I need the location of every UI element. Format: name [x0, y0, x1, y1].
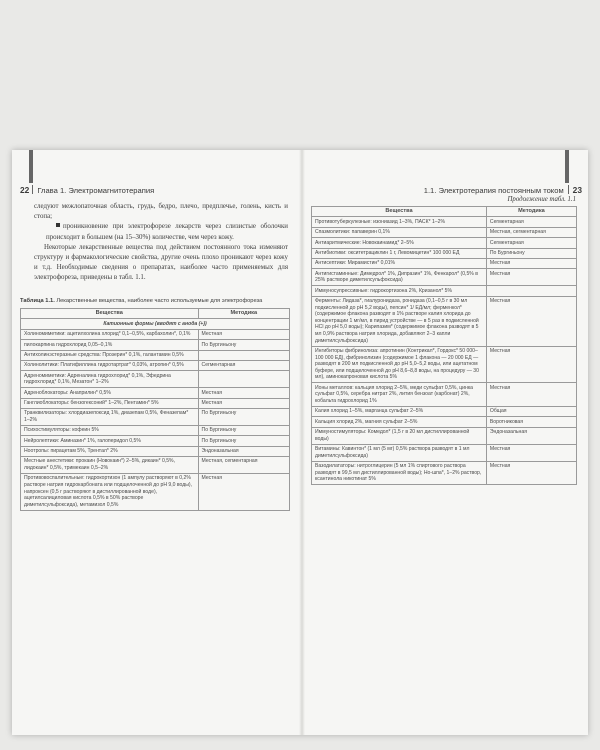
table-row [21, 457, 290, 474]
table-caption-text: Лекарственные вещества, наиболее часто используемые для электрофореза [56, 298, 263, 304]
substance-cell: Витамины: Кавинтон* (1 мл (5 мг) 0,5% раствора разводят в 1 мл диметилсульфоксида) [312, 444, 487, 461]
substance-cell: Психостимуляторы: кофеин 5% [21, 425, 199, 435]
column-header-method: Методика [486, 207, 576, 217]
table-continuation-label: Продолжение табл. 1.1 [507, 196, 576, 203]
substance-cell: Вазодилататоры: нитроглицерин (5 мл 1% спиртового раствора разводят в 99,5 мл дистиллированной воды); Но-шпа*, 1–2% раствор, ксантинола никотинат 5% [312, 461, 487, 485]
bullet-item [34, 222, 288, 242]
table-row [312, 444, 577, 461]
substance-cell: Холинолитики: Платифиллина гидротартрат* 0,03%, атропин* 0,5% [21, 360, 199, 370]
table-row [21, 360, 290, 370]
method-cell: Местная [198, 388, 289, 398]
method-cell: Местная [198, 474, 289, 511]
table-row [312, 417, 577, 427]
method-cell: Местная [486, 461, 576, 485]
table-row [312, 217, 577, 227]
right-head-divider [568, 185, 569, 194]
table-row [21, 371, 290, 388]
substance-cell: Антиаритмические: Новокаинамид* 2–5% [312, 238, 487, 248]
right-page-edge-marker [565, 150, 569, 183]
method-cell: По Бургиньону [198, 340, 289, 350]
method-cell: Местная [486, 383, 576, 407]
left-page-edge-marker [29, 150, 33, 183]
substance-cell: Антигистаминные: Димедрол* 1%, Дипразин* 1%, Фенкарол* (0,5% в 25% растворе диметилсульфоксида) [312, 269, 487, 286]
table-header-row [312, 207, 577, 217]
right-section-title: 1.1. Электротерапия постоянным током [423, 186, 564, 195]
method-cell: Сегментарная [486, 238, 576, 248]
table-row [312, 286, 577, 296]
table-row [312, 269, 577, 286]
column-header-substance: Вещества [21, 309, 199, 319]
method-cell: Местная [198, 398, 289, 408]
left-chapter-title: Глава 1. Электромагнитотерапия [37, 186, 155, 195]
bullet-text: проникновение при электрофорезе лекарств через слизистые оболочки происходит в большем (на 15–30%) количестве, чем через кожу. [46, 223, 288, 241]
table-row [312, 383, 577, 407]
table-row [21, 350, 290, 360]
substance-cell: Противовоспалительные: гидрокортизон (1 ампулу растворяют в 0,2% растворе натрия гидрокарбоната или подщелоченной до pH 9,0 воды), напроксен (0,5 г растворяют в дистиллированной воде), ацетилсалициловая кислота 0,5% в 50% растворе диметилсульфоксида), метамизол 0,5% [21, 474, 199, 511]
table-row [21, 398, 290, 408]
method-cell: Эндоназальная [198, 446, 289, 456]
substance-cell: пилокарпина гидрохлорид 0,05–0,1% [21, 340, 199, 350]
method-cell [198, 350, 289, 360]
method-cell: Эндоназальная [486, 427, 576, 444]
method-cell: Местная [486, 296, 576, 346]
method-cell: По Бургиньону [486, 248, 576, 258]
table-row [21, 408, 290, 425]
substance-cell: Транквилизаторы: хлордиазепоксид 1%, диазепам 0,5%, Феназепам* 1–2% [21, 408, 199, 425]
table-header-row [21, 309, 290, 319]
right-page [305, 150, 588, 735]
bullet-icon [56, 223, 60, 227]
substance-cell: Кальция хлорид 2%, магния сульфат 2–5% [312, 417, 487, 427]
left-body-text [34, 202, 288, 284]
table-row [312, 238, 577, 248]
method-cell: По Бургиньону [198, 408, 289, 425]
method-cell: Местная [486, 258, 576, 268]
substance-cell: Ионы металлов: кальция хлорид 2–5%, меди сульфат 0,5%, цинка сульфат 0,5%, серебра нитрат 2%, лития бензоат (карбонат) 2%, кобальта гидрохлорид 1% [312, 383, 487, 407]
substance-cell: Местные анестетики: прокаин (Новокаин*) 2–5%, дикаин* 0,5%, лидокаин* 0,5%, тримекаин 0,5–2% [21, 457, 199, 474]
method-cell: Воротниковая [486, 417, 576, 427]
left-page [12, 150, 299, 735]
substance-cell: Антисептики: Мирамистин* 0,01% [312, 258, 487, 268]
substance-cell: Адреноблокаторы: Анаприлин* 0,5% [21, 388, 199, 398]
table-row [312, 227, 577, 237]
substance-cell: Адреномиметики: Адреналина гидрохлорид* 0,1%, Эфедрина гидрохлорид* 0,1%, Мезатон* 1–2% [21, 371, 199, 388]
table-row [21, 329, 290, 339]
left-running-head [20, 185, 154, 197]
table-row [21, 474, 290, 511]
table-caption [20, 298, 292, 304]
substance-cell: Противотуберкулезные: изониазид 1–3%, ПАСК* 1–2% [312, 217, 487, 227]
substance-cell: Ноотропы: пирацетам 5%, Трентал* 2% [21, 446, 199, 456]
substance-cell: Иммуностимуляторы: Комедол* (1,5 г в 20 мл дистиллированной воды) [312, 427, 487, 444]
table-row [21, 388, 290, 398]
table-row [312, 346, 577, 383]
substance-cell: Ганглиоблокаторы: бензогексоний* 1–2%, Пентамин* 5% [21, 398, 199, 408]
drug-table-right [311, 206, 577, 485]
substance-cell: Спазмолитики: папаверин 0,1% [312, 227, 487, 237]
right-page-number: 23 [572, 185, 582, 195]
method-cell: Местная, сегментарная [486, 227, 576, 237]
substance-cell: Ферменты: Лидаза*, гиалуронидаза, ронидаза (0,1–0,5 г в 30 мл подкисленной до pH 5,2 воды), пепсин* 1/ ЕД/мл; ферменкол* (содержимое флакона разводят в 1% растворе калия хлорида до концентрации 1 мг/мл, в пирид устройстве — в 5 раз в подкисленной HCl до pH 5,0 воды); Карипазим* (содержимое флакона разводят в 5 мл 0,9% раствора натрия хлорида, добавляют 2–3 капли диметилсульфоксида) [312, 296, 487, 346]
substance-cell: Антибиотики: окситетрациклин 1 г, Левомицетин* 100 000 ЕД [312, 248, 487, 258]
left-page-number: 22 [20, 185, 30, 195]
column-header-substance: Вещества [312, 207, 487, 217]
method-cell: Местная [486, 444, 576, 461]
drug-table-left [20, 308, 290, 511]
method-cell: Местная [198, 329, 289, 339]
substance-cell: Ингибиторы фибринолиза: апротинин (Контрикал*, Гордокс* 50 000–100 000 ЕД), фибринолизин (содержимое 1 флакона — 20 000 ЕД — разводят в 200 мл подкисленной до pH 5,0–5,2 воды, или ацетатном буфере, или подщелоченной до pH 8,6–8,8 воды, на процедуру — 30 мл), аминокапроновая кислота 5% [312, 346, 487, 383]
paragraph: следуют межлопаточная область, грудь, бедро, плечо, предплечье, голень, кисть и стопа; [34, 203, 288, 221]
paragraph: Некоторые лекарственные вещества под действием постоянного тока изменяют структуру и фармакологические свойства, другие очень плохо проникают через кожу и т.д. Необходимые сведения о препаратах, наиболее часто применяемых для электрофореза, приведены в табл. 1.1. [34, 243, 288, 282]
table-subheader-row [21, 319, 290, 329]
table-row [312, 248, 577, 258]
table-row [312, 406, 577, 416]
substance-cell: Иммуносупрессивные: гидрокортизона 2%, Кризанол* 5% [312, 286, 487, 296]
table-row [21, 340, 290, 350]
table-row [21, 446, 290, 456]
table-row [312, 461, 577, 485]
method-cell: Сегментарная [198, 360, 289, 370]
table-caption-label: Таблица 1.1. [20, 298, 55, 304]
substance-cell: Холиномиметики: ацетилхолина хлорид* 0,1–0,5%, карбахолин*, 0,1% [21, 329, 199, 339]
substance-cell: Антихолинэстеразные средства: Прозерин* 0,1%, галантамин 0,5% [21, 350, 199, 360]
table-row [312, 427, 577, 444]
method-cell: Местная [486, 346, 576, 383]
method-cell [198, 371, 289, 388]
table-row [312, 296, 577, 346]
method-cell: Общая [486, 406, 576, 416]
method-cell: Сегментарная [486, 217, 576, 227]
substance-cell: Калия хлорид 1–5%, марганца сульфат 2–5% [312, 406, 487, 416]
table-row [312, 258, 577, 268]
left-head-divider [32, 185, 33, 194]
method-cell: Местная, сегментарная [198, 457, 289, 474]
column-header-method: Методика [198, 309, 289, 319]
cationic-forms-subheader: Катионные формы (вводят с анода (+)) [21, 319, 290, 329]
method-cell: По Бургиньону [198, 436, 289, 446]
table-row [21, 436, 290, 446]
method-cell: Местная [486, 269, 576, 286]
substance-cell: Нейролептики: Аминазин* 1%, галоперидол 0,5% [21, 436, 199, 446]
method-cell: По Бургиньону [198, 425, 289, 435]
method-cell [486, 286, 576, 296]
table-row [21, 425, 290, 435]
book-spread [12, 150, 588, 735]
